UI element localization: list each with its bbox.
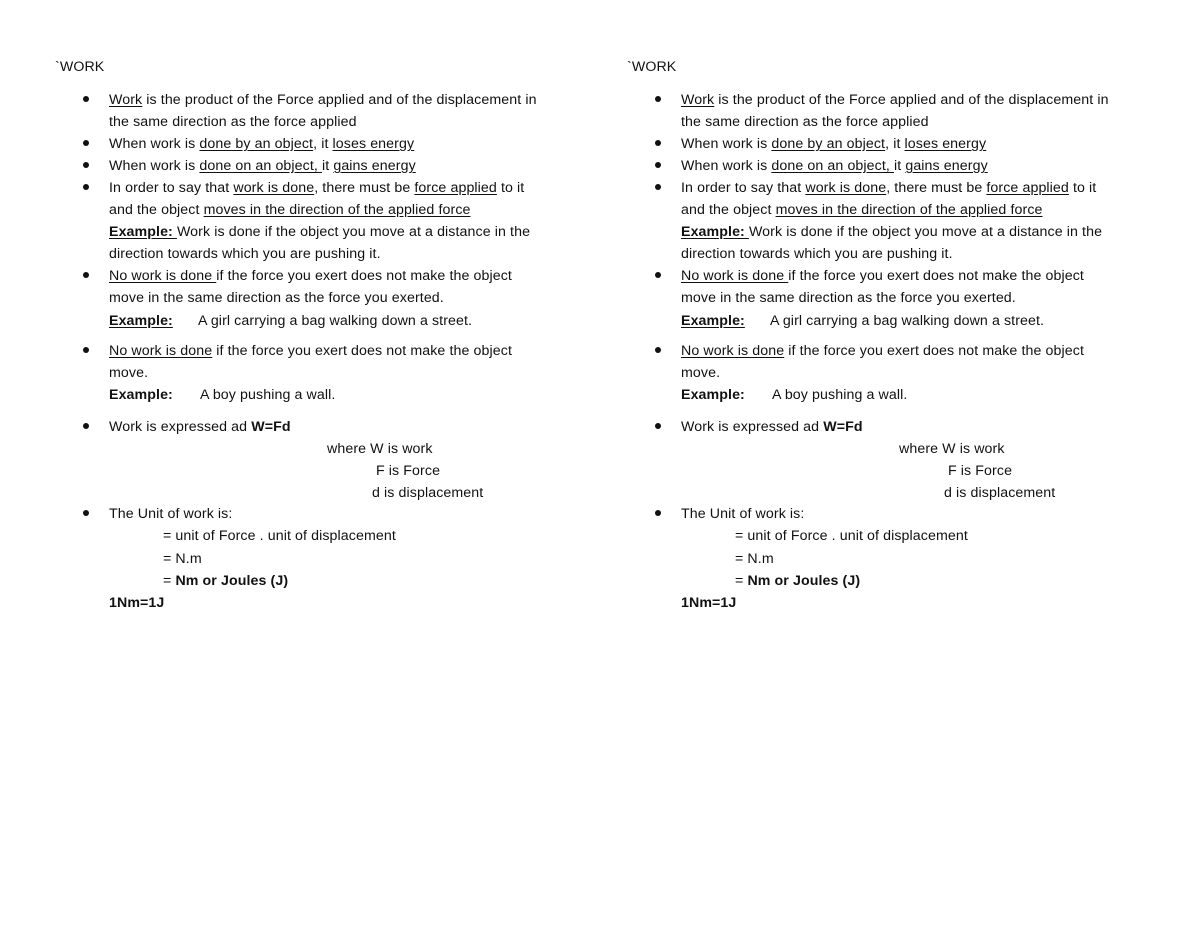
bold-text: Nm or Joules (J) xyxy=(175,573,289,589)
bullet-line xyxy=(681,364,720,382)
text: move in the same direction as the force you exerted. xyxy=(109,290,444,306)
example-label: Example: xyxy=(109,387,173,403)
text: F is Force xyxy=(948,463,1013,479)
example-label: Example: xyxy=(681,224,749,240)
text: When work is xyxy=(681,136,772,152)
formula: W=Fd xyxy=(251,419,291,435)
text: , it xyxy=(313,136,333,152)
text: The Unit of work is: xyxy=(109,506,233,522)
bullet-dot xyxy=(655,510,661,516)
text: = xyxy=(735,573,748,589)
bullet-no-work-direction xyxy=(109,267,512,285)
bullet-dot xyxy=(83,510,89,516)
text: if the force you exert does not make the object xyxy=(784,343,1084,359)
formula-legend xyxy=(899,440,1005,458)
formula-legend xyxy=(372,484,483,502)
formula-legend xyxy=(327,440,433,458)
text: d is displacement xyxy=(944,485,1056,501)
bullet-dot xyxy=(83,423,89,429)
unit-equation xyxy=(163,550,202,568)
underlined-term: gains energy xyxy=(905,158,988,174)
bullet-dot xyxy=(83,272,89,278)
bullet-work-done-on xyxy=(109,157,416,175)
page-title: `WORK xyxy=(55,59,105,75)
bullet-work-done-on xyxy=(681,157,988,175)
underlined-term: No work is done xyxy=(681,343,785,359)
bullet-dot xyxy=(655,184,661,190)
bullet-dot xyxy=(83,162,89,168)
underlined-term: done on an object, xyxy=(771,158,894,174)
text: A girl carrying a bag walking down a street. xyxy=(198,313,473,329)
underlined-term: moves in the direction of the applied force xyxy=(203,202,471,218)
bullet-no-work-move xyxy=(681,342,1084,360)
underlined-term: work is done xyxy=(805,180,887,196)
text: it xyxy=(893,158,906,174)
example-line xyxy=(681,386,907,404)
bullet-work-condition xyxy=(681,179,1096,197)
underlined-term: work is done xyxy=(233,180,315,196)
text: if the force you exert does not make the object xyxy=(788,268,1084,284)
page-title: `WORK xyxy=(627,59,677,75)
text: 1Nm=1J xyxy=(109,595,165,611)
unit-conversion xyxy=(109,594,164,612)
bullet-dot xyxy=(83,140,89,146)
underlined-term: Work xyxy=(109,92,143,108)
text: A boy pushing a wall. xyxy=(200,387,336,403)
text: if the force you exert does not make the object xyxy=(212,343,512,359)
text: A boy pushing a wall. xyxy=(772,387,908,403)
bullet-unit-of-work xyxy=(109,505,232,523)
bullet-work-condition xyxy=(109,179,524,197)
text: In order to say that xyxy=(681,180,806,196)
text: is the product of the Force applied and of the displacement in xyxy=(142,92,537,108)
example-line xyxy=(109,223,530,241)
text: Work is expressed ad xyxy=(109,419,252,435)
bullet-work-done-by xyxy=(681,135,986,153)
bullet-line xyxy=(109,201,471,219)
underlined-term: No work is done xyxy=(109,268,217,284)
text: , there must be xyxy=(886,180,987,196)
text: , it xyxy=(885,136,905,152)
underlined-term: done on an object, xyxy=(199,158,322,174)
text: direction towards which you are pushing it. xyxy=(109,246,381,262)
text: = unit of Force . unit of displacement xyxy=(735,528,968,544)
text: direction towards which you are pushing it. xyxy=(681,246,953,262)
bullet-work-definition xyxy=(681,91,1109,109)
unit-equation xyxy=(163,572,288,590)
text: In order to say that xyxy=(109,180,234,196)
formula-legend xyxy=(944,484,1055,502)
example-label: Example: xyxy=(109,224,177,240)
bullet-work-formula xyxy=(109,418,291,436)
text: move in the same direction as the force you exerted. xyxy=(681,290,1016,306)
notes-column-left xyxy=(55,0,575,927)
formula-legend xyxy=(376,462,440,480)
text: move. xyxy=(109,365,149,381)
unit-equation xyxy=(735,572,860,590)
example-label: Example: xyxy=(681,387,745,403)
bullet-line xyxy=(681,289,1016,307)
bullet-dot xyxy=(655,272,661,278)
bullet-dot xyxy=(655,140,661,146)
underlined-term: force applied xyxy=(414,180,497,196)
text: Work is done if the object you move at a distance in the xyxy=(176,224,531,240)
bullet-work-formula xyxy=(681,418,863,436)
unit-equation xyxy=(735,550,774,568)
unit-equation xyxy=(163,527,396,545)
example-line xyxy=(109,312,472,330)
text: , there must be xyxy=(314,180,415,196)
text: is the product of the Force applied and of the displacement in xyxy=(714,92,1109,108)
text: the same direction as the force applied xyxy=(681,114,929,130)
text: = N.m xyxy=(735,551,774,567)
text: and the object xyxy=(109,202,204,218)
example-label: Example: xyxy=(109,313,173,329)
text: = xyxy=(163,573,176,589)
text: Work is done if the object you move at a distance in the xyxy=(748,224,1103,240)
text: = unit of Force . unit of displacement xyxy=(163,528,396,544)
bullet-line xyxy=(681,113,929,131)
underlined-term: gains energy xyxy=(333,158,416,174)
text: A girl carrying a bag walking down a street. xyxy=(770,313,1045,329)
text: The Unit of work is: xyxy=(681,506,805,522)
text: When work is xyxy=(109,158,200,174)
text: When work is xyxy=(109,136,200,152)
bullet-dot xyxy=(655,162,661,168)
underlined-term: No work is done xyxy=(681,268,789,284)
bullet-dot xyxy=(655,96,661,102)
text: the same direction as the force applied xyxy=(109,114,357,130)
underlined-term: loses energy xyxy=(332,136,415,152)
bullet-line xyxy=(109,364,148,382)
bullet-unit-of-work xyxy=(681,505,804,523)
text: where W is work xyxy=(899,441,1005,457)
unit-equation xyxy=(735,527,968,545)
text: 1Nm=1J xyxy=(681,595,737,611)
text: if the force you exert does not make the object xyxy=(216,268,512,284)
example-label: Example: xyxy=(681,313,745,329)
text: F is Force xyxy=(376,463,441,479)
underlined-term: No work is done xyxy=(109,343,213,359)
formula-legend xyxy=(948,462,1012,480)
example-line xyxy=(681,312,1044,330)
bullet-line xyxy=(109,245,381,263)
underlined-term: done by an object xyxy=(199,136,314,152)
bullet-dot xyxy=(83,347,89,353)
underlined-term: force applied xyxy=(986,180,1069,196)
text: Work is expressed ad xyxy=(681,419,824,435)
text: to it xyxy=(1068,180,1097,196)
bullet-dot xyxy=(655,423,661,429)
text: it xyxy=(321,158,334,174)
underlined-term: Work xyxy=(681,92,715,108)
text: = N.m xyxy=(163,551,202,567)
notes-column-right xyxy=(627,0,1147,927)
example-line xyxy=(109,386,335,404)
underlined-term: moves in the direction of the applied force xyxy=(775,202,1043,218)
text: to it xyxy=(496,180,525,196)
bullet-dot xyxy=(83,96,89,102)
text: and the object xyxy=(681,202,776,218)
underlined-term: done by an object xyxy=(771,136,886,152)
bullet-work-done-by xyxy=(109,135,414,153)
example-line xyxy=(681,223,1102,241)
text: where W is work xyxy=(327,441,433,457)
bullet-no-work-direction xyxy=(681,267,1084,285)
bullet-dot xyxy=(655,347,661,353)
bullet-no-work-move xyxy=(109,342,512,360)
bold-text: Nm or Joules (J) xyxy=(747,573,861,589)
underlined-term: loses energy xyxy=(904,136,987,152)
unit-conversion xyxy=(681,594,736,612)
text: When work is xyxy=(681,158,772,174)
text: move. xyxy=(681,365,721,381)
formula: W=Fd xyxy=(823,419,863,435)
bullet-dot xyxy=(83,184,89,190)
bullet-line xyxy=(109,113,357,131)
bullet-line xyxy=(681,201,1043,219)
bullet-work-definition xyxy=(109,91,537,109)
bullet-line xyxy=(681,245,953,263)
text: d is displacement xyxy=(372,485,484,501)
bullet-line xyxy=(109,289,444,307)
